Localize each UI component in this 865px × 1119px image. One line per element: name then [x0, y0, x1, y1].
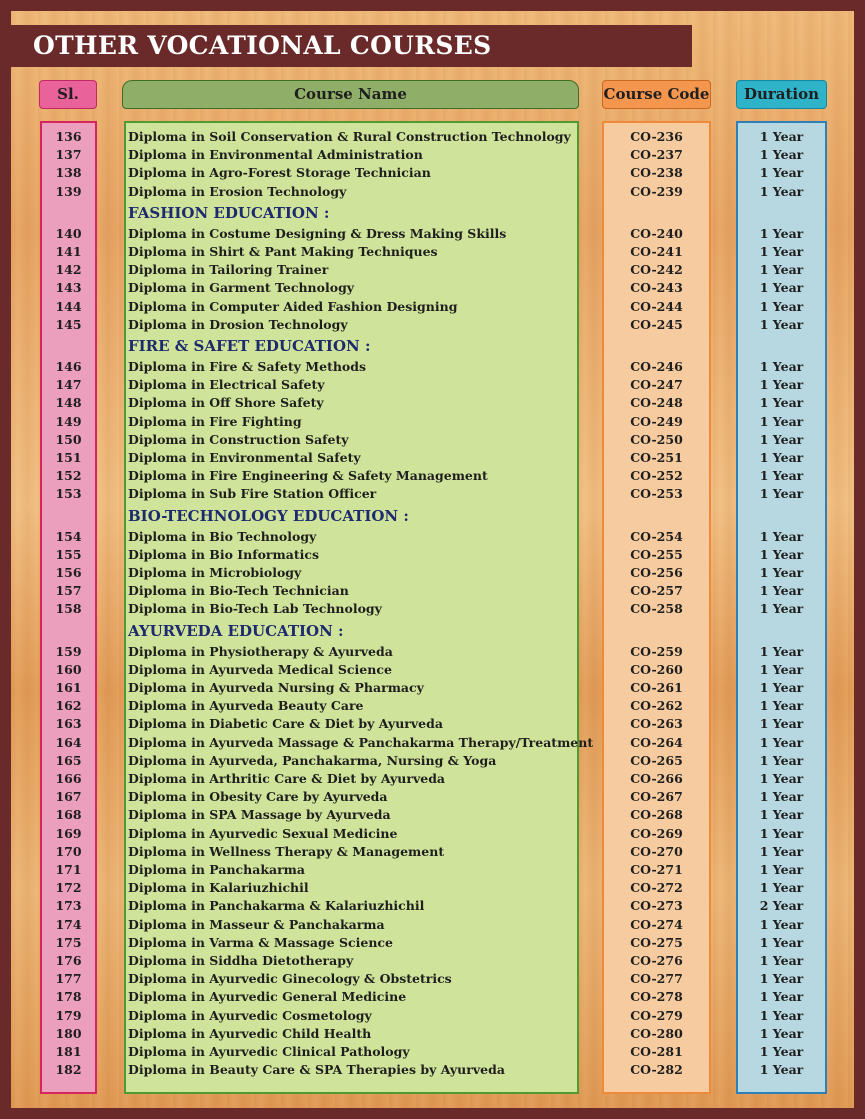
course-code-cell: CO-264 — [630, 734, 683, 750]
course-name-cell: Diploma in Obesity Care by Ayurveda — [128, 789, 388, 805]
section-heading: AYURVEDA EDUCATION : — [128, 621, 344, 640]
table-row — [11, 788, 854, 806]
course-name-cell: Diploma in Bio Informatics — [128, 546, 320, 562]
sl-cell: 155 — [55, 546, 82, 562]
sl-cell: 171 — [55, 862, 82, 877]
course-code-cell: CO-248 — [630, 395, 683, 411]
course-code-cell: CO-249 — [630, 413, 683, 429]
duration-cell: 1 Year — [759, 789, 804, 805]
course-name-cell: Diploma in Physiotherapy & Ayurveda — [128, 643, 393, 659]
duration-cell: 1 Year — [759, 225, 804, 241]
course-name-cell: Diploma in Fire Fighting — [128, 413, 302, 429]
duration-cell: 1 Year — [759, 395, 804, 411]
course-name-cell: Diploma in Microbiology — [128, 565, 302, 580]
sl-cell: 169 — [55, 825, 82, 841]
course-name-cell: Diploma in Masseur & Panchakarma — [128, 916, 385, 932]
duration-cell: 1 Year — [759, 468, 804, 484]
course-name-cell: Diploma in Ayurvedic Clinical Pathology — [128, 1044, 410, 1059]
course-code-cell: CO-241 — [630, 244, 683, 259]
table-row — [11, 316, 854, 334]
sl-cell: 182 — [55, 1062, 82, 1078]
table-row — [11, 752, 854, 770]
table-row — [11, 897, 854, 915]
course-code-cell: CO-263 — [630, 716, 683, 732]
course-code-cell: CO-277 — [630, 971, 683, 987]
sl-cell: 152 — [55, 468, 82, 484]
duration-cell: 1 Year — [759, 825, 804, 841]
table-row — [11, 413, 854, 431]
duration-cell: 1 Year — [759, 862, 804, 877]
sl-cell: 176 — [55, 953, 82, 968]
duration-cell: 1 Year — [759, 953, 804, 968]
section-heading: FIRE & SAFET EDUCATION : — [128, 337, 371, 355]
header-course-code: Course Code — [602, 80, 711, 109]
sl-cell: 173 — [55, 898, 82, 914]
sl-cell: 138 — [55, 165, 82, 181]
course-code-cell: CO-256 — [630, 565, 683, 580]
duration-cell: 1 Year — [759, 916, 804, 932]
sl-cell: 178 — [55, 989, 82, 1005]
table-row — [11, 564, 854, 582]
course-name-cell: Diploma in Construction Safety — [128, 431, 349, 447]
course-code-cell: CO-261 — [630, 680, 683, 695]
table-row — [11, 843, 854, 861]
course-name-cell: Diploma in Ayurvedic General Medicine — [128, 989, 407, 1005]
course-code-cell: CO-250 — [630, 431, 683, 447]
course-code-cell: CO-260 — [630, 661, 683, 677]
sl-cell: 146 — [55, 359, 82, 374]
duration-cell: 1 Year — [759, 413, 804, 429]
course-name-cell: Diploma in Bio-Tech Lab Technology — [128, 601, 382, 617]
table-row — [11, 261, 854, 279]
table-row — [11, 358, 854, 376]
duration-cell: 1 Year — [759, 716, 804, 732]
sl-cell: 142 — [55, 262, 82, 278]
table-row — [11, 467, 854, 485]
page-frame — [11, 11, 854, 1108]
duration-cell: 1 Year — [759, 528, 804, 544]
course-name-cell: Diploma in Electrical Safety — [128, 377, 325, 393]
course-name-cell: Diploma in Sub Fire Station Officer — [128, 486, 377, 502]
sl-cell: 179 — [55, 1007, 82, 1023]
table-row — [11, 600, 854, 618]
course-name-cell: Diploma in Erosion Technology — [128, 183, 347, 199]
course-code-cell: CO-255 — [630, 546, 683, 562]
course-table — [11, 11, 854, 1108]
table-row — [11, 128, 854, 146]
duration-cell: 1 Year — [759, 583, 804, 599]
duration-cell: 1 Year — [759, 601, 804, 617]
course-name-cell: Diploma in Fire Engineering & Safety Management — [128, 468, 488, 484]
course-code-cell: CO-265 — [630, 752, 683, 768]
course-code-cell: CO-262 — [630, 698, 683, 714]
course-code-cell: CO-242 — [630, 262, 683, 278]
sl-cell: 177 — [55, 971, 82, 987]
sl-cell: 139 — [55, 183, 82, 199]
sl-cell: 154 — [55, 528, 82, 544]
duration-cell: 1 Year — [759, 643, 804, 659]
sl-cell: 162 — [55, 698, 82, 714]
course-code-cell: CO-270 — [630, 843, 683, 859]
sl-cell: 180 — [55, 1025, 82, 1041]
duration-cell: 1 Year — [759, 971, 804, 987]
table-row — [11, 394, 854, 412]
sl-cell: 137 — [55, 147, 82, 163]
sl-cell: 151 — [55, 450, 82, 465]
duration-cell: 1 Year — [759, 431, 804, 447]
table-row — [11, 1043, 854, 1061]
table-row — [11, 916, 854, 934]
course-code-cell: CO-282 — [630, 1062, 683, 1078]
duration-cell: 1 Year — [759, 359, 804, 374]
course-name-cell: Diploma in Costume Designing & Dress Making Skills — [128, 225, 507, 241]
table-row — [11, 715, 854, 733]
table-row — [11, 243, 854, 261]
course-name-cell: Diploma in Ayurveda Massage & Panchakarma Therapy/Treatment — [128, 734, 594, 750]
course-name-cell: Diploma in Arthritic Care & Diet by Ayurveda — [128, 771, 446, 786]
course-code-cell: CO-239 — [630, 183, 683, 199]
course-name-cell: Diploma in Bio Technology — [128, 528, 317, 544]
duration-cell: 1 Year — [759, 450, 804, 465]
table-row — [11, 164, 854, 182]
sl-cell: 164 — [55, 734, 82, 750]
duration-cell: 1 Year — [759, 807, 804, 823]
course-code-cell: CO-258 — [630, 601, 683, 617]
duration-cell: 1 Year — [759, 989, 804, 1005]
course-code-cell: CO-267 — [630, 789, 683, 805]
course-name-cell: Diploma in Beauty Care & SPA Therapies by Ayurveda — [128, 1062, 505, 1078]
table-row — [11, 1025, 854, 1043]
course-name-cell: Diploma in Ayurvedic Sexual Medicine — [128, 825, 398, 841]
course-name-cell: Diploma in Wellness Therapy & Management — [128, 843, 445, 859]
duration-cell: 1 Year — [759, 680, 804, 695]
table-row — [11, 376, 854, 394]
table-row — [11, 879, 854, 897]
duration-cell: 1 Year — [759, 486, 804, 502]
duration-cell: 1 Year — [759, 244, 804, 259]
sl-cell: 160 — [55, 661, 82, 677]
header-sl: Sl. — [39, 80, 97, 109]
sl-cell: 165 — [55, 752, 82, 768]
course-name-cell: Diploma in Soil Conservation & Rural Construction Technology — [128, 129, 571, 144]
duration-cell: 1 Year — [759, 734, 804, 750]
duration-cell: 1 Year — [759, 661, 804, 677]
table-row — [11, 1007, 854, 1025]
table-row — [11, 528, 854, 546]
sl-cell: 157 — [55, 583, 82, 599]
duration-cell: 2 Year — [759, 898, 804, 914]
course-code-cell: CO-246 — [630, 359, 683, 374]
duration-cell: 1 Year — [759, 298, 804, 314]
course-code-cell: CO-278 — [630, 989, 683, 1005]
sl-cell: 153 — [55, 486, 82, 502]
table-row — [11, 734, 854, 752]
course-name-cell: Diploma in Tailoring Trainer — [128, 262, 329, 278]
table-row — [11, 679, 854, 697]
course-name-cell: Diploma in Ayurveda Beauty Care — [128, 698, 364, 714]
sl-cell: 136 — [55, 129, 82, 144]
course-name-cell: Diploma in Drosion Technology — [128, 316, 348, 332]
sl-cell: 159 — [55, 643, 82, 659]
sl-cell: 145 — [55, 316, 82, 332]
course-code-cell: CO-275 — [630, 934, 683, 950]
course-name-cell: Diploma in Ayurveda Nursing & Pharmacy — [128, 680, 424, 695]
duration-cell: 1 Year — [759, 377, 804, 393]
course-code-cell: CO-272 — [630, 880, 683, 896]
course-name-cell: Diploma in Ayurveda, Panchakarma, Nursing & Yoga — [128, 752, 497, 768]
sl-cell: 181 — [55, 1044, 82, 1059]
table-row — [11, 952, 854, 970]
duration-cell: 1 Year — [759, 771, 804, 786]
duration-cell: 1 Year — [759, 316, 804, 332]
duration-cell: 1 Year — [759, 752, 804, 768]
table-row — [11, 485, 854, 503]
sl-cell: 175 — [55, 934, 82, 950]
table-row — [11, 146, 854, 164]
sl-cell: 174 — [55, 916, 82, 932]
course-code-cell: CO-273 — [630, 898, 683, 914]
table-row — [11, 431, 854, 449]
table-row — [11, 806, 854, 824]
duration-cell: 1 Year — [759, 129, 804, 144]
sl-cell: 163 — [55, 716, 82, 732]
sl-cell: 166 — [55, 771, 82, 786]
course-code-cell: CO-266 — [630, 771, 683, 786]
course-name-cell: Diploma in Siddha Dietotherapy — [128, 953, 354, 968]
table-row — [11, 970, 854, 988]
duration-cell: 1 Year — [759, 880, 804, 896]
duration-cell: 1 Year — [759, 1025, 804, 1041]
course-name-cell: Diploma in Ayurvedic Cosmetology — [128, 1007, 372, 1023]
course-code-cell: CO-252 — [630, 468, 683, 484]
course-code-cell: CO-254 — [630, 528, 683, 544]
table-row — [11, 661, 854, 679]
table-row — [11, 225, 854, 243]
table-row — [11, 1061, 854, 1079]
course-name-cell: Diploma in Panchakarma & Kalariuzhichil — [128, 898, 425, 914]
table-row — [11, 298, 854, 316]
course-code-cell: CO-243 — [630, 280, 683, 296]
course-code-cell: CO-236 — [630, 129, 683, 144]
table-row — [11, 988, 854, 1006]
duration-cell: 1 Year — [759, 262, 804, 278]
course-name-cell: Diploma in Ayurvedic Child Health — [128, 1025, 372, 1041]
course-code-cell: CO-279 — [630, 1007, 683, 1023]
course-name-cell: Diploma in Garment Technology — [128, 280, 355, 296]
course-code-cell: CO-280 — [630, 1025, 683, 1041]
sl-cell: 140 — [55, 225, 82, 241]
course-name-cell: Diploma in Computer Aided Fashion Designing — [128, 298, 458, 314]
course-name-cell: Diploma in Ayurveda Medical Science — [128, 661, 392, 677]
course-code-cell: CO-259 — [630, 643, 683, 659]
course-code-cell: CO-269 — [630, 825, 683, 841]
section-heading: FASHION EDUCATION : — [128, 203, 330, 222]
sl-cell: 141 — [55, 244, 82, 259]
course-code-cell: CO-253 — [630, 486, 683, 502]
table-row — [11, 861, 854, 879]
sl-cell: 156 — [55, 565, 82, 580]
page-title: OTHER VOCATIONAL COURSES — [11, 25, 692, 67]
duration-cell: 1 Year — [759, 147, 804, 163]
sl-cell: 170 — [55, 843, 82, 859]
duration-cell: 1 Year — [759, 565, 804, 580]
table-row — [11, 546, 854, 564]
duration-cell: 1 Year — [759, 546, 804, 562]
course-code-cell: CO-237 — [630, 147, 683, 163]
course-name-cell: Diploma in Shirt & Pant Making Techniques — [128, 244, 438, 259]
duration-cell: 1 Year — [759, 1062, 804, 1078]
course-name-cell: Diploma in Kalariuzhichil — [128, 880, 309, 896]
table-row — [11, 449, 854, 467]
duration-cell: 1 Year — [759, 183, 804, 199]
table-row — [11, 643, 854, 661]
sl-cell: 149 — [55, 413, 82, 429]
course-code-cell: CO-244 — [630, 298, 683, 314]
course-code-cell: CO-274 — [630, 916, 683, 932]
course-name-cell: Diploma in Environmental Safety — [128, 450, 361, 465]
header-course-name: Course Name — [122, 80, 579, 109]
course-code-cell: CO-251 — [630, 450, 683, 465]
course-name-cell: Diploma in Agro-Forest Storage Technician — [128, 165, 431, 181]
sl-cell: 143 — [55, 280, 82, 296]
course-name-cell: Diploma in Fire & Safety Methods — [128, 359, 367, 374]
table-row — [11, 582, 854, 600]
course-code-cell: CO-240 — [630, 225, 683, 241]
duration-cell: 1 Year — [759, 698, 804, 714]
table-row — [11, 183, 854, 201]
sl-cell: 147 — [55, 377, 82, 393]
course-name-cell: Diploma in Off Shore Safety — [128, 395, 324, 411]
table-row — [11, 825, 854, 843]
course-name-cell: Diploma in Varma & Massage Science — [128, 934, 393, 950]
sl-cell: 158 — [55, 601, 82, 617]
course-code-cell: CO-268 — [630, 807, 683, 823]
course-name-cell: Diploma in Ayurvedic Ginecology & Obstetrics — [128, 971, 452, 987]
course-code-cell: CO-281 — [630, 1044, 683, 1059]
duration-cell: 1 Year — [759, 1007, 804, 1023]
course-name-cell: Diploma in Environmental Administration — [128, 147, 423, 163]
sl-cell: 161 — [55, 680, 82, 695]
sl-cell: 150 — [55, 431, 82, 447]
course-name-cell: Diploma in Panchakarma — [128, 862, 306, 877]
sl-cell: 168 — [55, 807, 82, 823]
sl-cell: 144 — [55, 298, 82, 314]
duration-cell: 1 Year — [759, 934, 804, 950]
course-code-cell: CO-271 — [630, 862, 683, 877]
course-name-cell: Diploma in Bio-Tech Technician — [128, 583, 349, 599]
header-duration: Duration — [736, 80, 827, 109]
section-heading: BIO-TECHNOLOGY EDUCATION : — [128, 506, 409, 525]
duration-cell: 1 Year — [759, 843, 804, 859]
course-code-cell: CO-247 — [630, 377, 683, 393]
table-row — [11, 279, 854, 297]
duration-cell: 1 Year — [759, 165, 804, 181]
table-row — [11, 934, 854, 952]
table-row — [11, 770, 854, 788]
duration-cell: 1 Year — [759, 1044, 804, 1059]
sl-cell: 172 — [55, 880, 82, 896]
course-code-cell: CO-257 — [630, 583, 683, 599]
sl-cell: 167 — [55, 789, 82, 805]
table-row — [11, 697, 854, 715]
duration-cell: 1 Year — [759, 280, 804, 296]
course-name-cell: Diploma in Diabetic Care & Diet by Ayurveda — [128, 716, 443, 732]
course-code-cell: CO-238 — [630, 165, 683, 181]
course-code-cell: CO-245 — [630, 316, 683, 332]
sl-cell: 148 — [55, 395, 82, 411]
course-name-cell: Diploma in SPA Massage by Ayurveda — [128, 807, 391, 823]
course-code-cell: CO-276 — [630, 953, 683, 968]
